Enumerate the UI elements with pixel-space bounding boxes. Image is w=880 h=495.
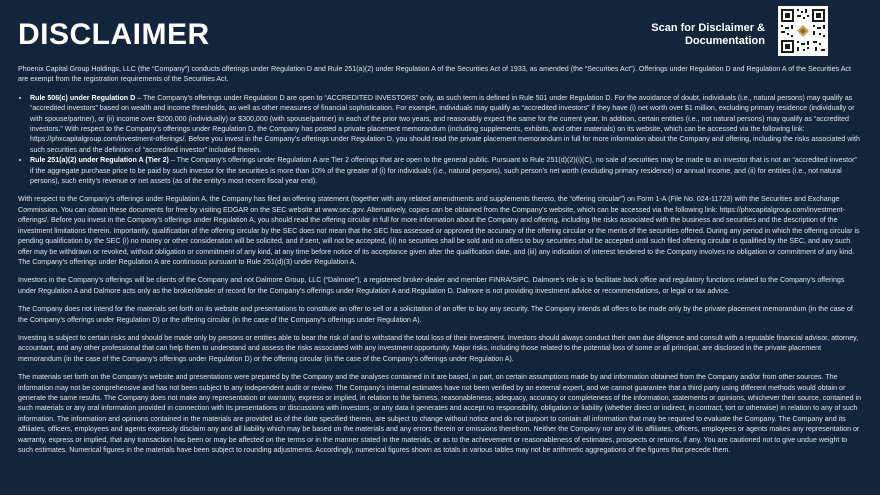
qr-code-graphic xyxy=(778,6,828,56)
scan-label xyxy=(651,22,765,48)
rule-506c-label: Rule 506(c) under Regulation D xyxy=(30,93,136,102)
offering-rules-list xyxy=(18,93,862,187)
list-item-rule-506c xyxy=(30,93,862,155)
rule-251a2-text: – The Company’s offerings under Regulation A are Tier 2 offerings that are open to the general public. Pursuant to Rule 251(d)(2)(i)(C), no sale of securities may be made to an investor that is not an “accredited investor” if the aggregate purchase price to be paid by such investor for the securities is more than 10% of the greater of (i) for individuals (i.e., natural persons), such person’s net worth (excluding primary residence) or annual income, and (ii) for entities (i.e., not natural persons), such entity’s revenue or net assets (as of the entity’s most recent fiscal year end). xyxy=(30,156,857,186)
dalmore-paragraph: Investors in the Company’s offerings will be clients of the Company and not Dalmore Group, LLC (“Dalmore”), a registered broker-dealer and member FINRA/SIPC. Dalmore’s role is to facilitate back office and regulatory functions related to the Company’s offerings under Regulation A and Dalmore acts only as the broker/dealer of record for the Company’s offerings under Regulation A and Regulation D. Dalmore is not providing investment advice or recommendations, or legal or tax advice. xyxy=(18,276,845,295)
intro-paragraph: Phoenix Capital Group Holdings, LLC (the “Company”) conducts offerings under Regulation D and Rule 251(a)(2) under Regulation A of the Securities Act of 1933, as amended (the “Securities Act”). Offerings under Regulation D and Regulation A of the Securities Act are exempt from the registration requirements of the Securities Act. xyxy=(18,65,851,84)
no-offer-paragraph: The Company does not intend for the materials set forth on its website and presentations to constitute an offer to sell or a solicitation of an offer to buy any security. The Company intends all offers to be made only by the private placement memorandum (in the case of the Company’s offerings under Regulation D) or the offering circular (in the case of the Company’s offerings under Regulation A). xyxy=(18,305,853,324)
materials-paragraph: The materials set forth on the Company’s website and presentations were prepared by the Company and the analyses contained in it are based, in part, on certain assumptions made by and information obtained from the Company and/or from other sources. The information may not be comprehensive and has not been subject to any independent audit or review. The Company’s internal estimates have not been verified by an external expert, and we cannot guarantee that a third party using different methods would obtain or generate the same results. The Company does not make any representation or warranty, express or implied, in relation to the fairness, reasonableness, adequacy, accuracy or completeness of the information, statements or opinions, whichever their source, contained in such materials or any oral information provided in connection with its presentations or discussions with investors, or any data it generates and accept no responsibility, obligation or liability (whether direct or indirect, in contract, tort or otherwise) in relation to any of such information. The information and opinions contained in the materials are provided as of the date specified therein, are subject to change without notice and do not purport to contain all information that may be required to evaluate the Company. The Company and its affiliates, officers, employees and agents expressly disclaim any and all liability which may be based on the materials and any errors therein or omissions therefrom. Neither the Company nor any of its affiliates, officers, employees or agents makes any representation or warranty, express or implied, that any transaction has been or may be affected on the terms or in the manner stated in the materials, or as to the achievement or reasonableness of estimates, prospects or returns, if any. You are cautioned not to give undue weight to such estimates. Numerical figures in the materials have been subject to rounding adjustments. Accordingly, numerical figures shown as totals in various tables may not be arithmetic aggregations of the figures that precede them. xyxy=(18,373,862,454)
regulation-a-paragraph: With respect to the Company’s offerings under Regulation A, the Company has filed an offering statement (together with any related amendments and supplements thereto, the “offering circular”) on Form 1-A (File No. 024-11723) with the Securities and Exchange Commission. You can obtain these documents for free by visiting EDGAR on the SEC website at www.sec.gov. Alternatively, copies can be obtained from the Company’s website, which can be accessed via the following link: https://phxcapitalgroup.com/investment-offerings/. Before you invest in the Company’s offerings under Regulation A, you should read the offering circular in full for more information about the Company and offering, including the risks associated with the business and securities and the description of the investment limitations therein. Importantly, qualification of the offering circular by the SEC does not mean that the SEC has assessed or approved the accuracy of the offering circular or the merits of the securities offered. During any period in which the offering circular is pending qualification by the SEC (i) no money or other consideration will be solicited, and if sent, will not be accepted, (ii) no securities shall be sold and no offers to buy securities shall be accepted until such filed offering circular is qualified by the SEC, and any such offer may be withdrawn or revoked, without obligation or commitment of any kind, at any time before notice of its acceptance given after the qualification date, and (iii) any indication of interest tendered to the Company involves no obligation or commitment of any kind. The Company’s offerings under Regulation A are continuous pursuant to Rule 251(d)(3) under Regulation A. xyxy=(18,195,860,266)
qr-code-icon[interactable] xyxy=(778,6,828,56)
rule-506c-text: – The Company’s offerings under Regulation D are open to “ACCREDITED INVESTORS” only, as such term is defined in Rule 501 under Regulation D. For the avoidance of doubt, individuals (i.e., natural persons) may qualify as “accredited investors” based on wealth and income thresholds, as well as other measures of financial sophistication. For example, individuals may qualify as “accredited investors” if they have (i) net worth over $1 million, excluding primary residence (individually or with spouse/partner), or (ii) income over $200,000 (individually) or $300,000 (with spouse/partner) in each of the prior two years, and reasonably expect the same for the current year. In addition, certain entities (i.e., not natural persons) may qualify as “accredited investors.” With respect to the Company’s offerings under Regulation D, the Company has posted a private placement memorandum (including supplements, exhibits, and other materials) on its website, which can be accessed via the following link: https://phxcapitalgroup.com/investment-offerings/. Before you invest in the Company’s offerings under Regulation D, you should read the private placement memorandum in full for more information about the Company and offering, including the risks associated with such securities and the definition of “accredited investor” included therein. xyxy=(30,93,860,154)
scan-label-line2: Documentation xyxy=(684,35,765,47)
list-item-rule-251a2 xyxy=(30,155,862,186)
scan-label-line1: Scan for Disclaimer & xyxy=(651,22,765,34)
disclaimer-body xyxy=(18,64,862,463)
page-title: DISCLAIMER xyxy=(18,18,210,51)
risk-paragraph: Investing is subject to certain risks and should be made only by persons or entities able to bear the risk of and to withstand the total loss of their investment. Investors should always conduct their own due diligence and consult with a reputable financial advisor, attorney, accountant, and any other professional that can help them to understand and assess the risks associated with any investment opportunity. Major risks, including those related to the potential loss of some or all principal, are disclosed in the private placement memorandum (in the case of the Company’s offerings under Regulation D) or the offering circular (in the case of the Company’s offerings under Regulation A). xyxy=(18,333,859,363)
rule-251a2-label: Rule 251(a)(2) under Regulation A (Tier 2) xyxy=(30,156,169,165)
